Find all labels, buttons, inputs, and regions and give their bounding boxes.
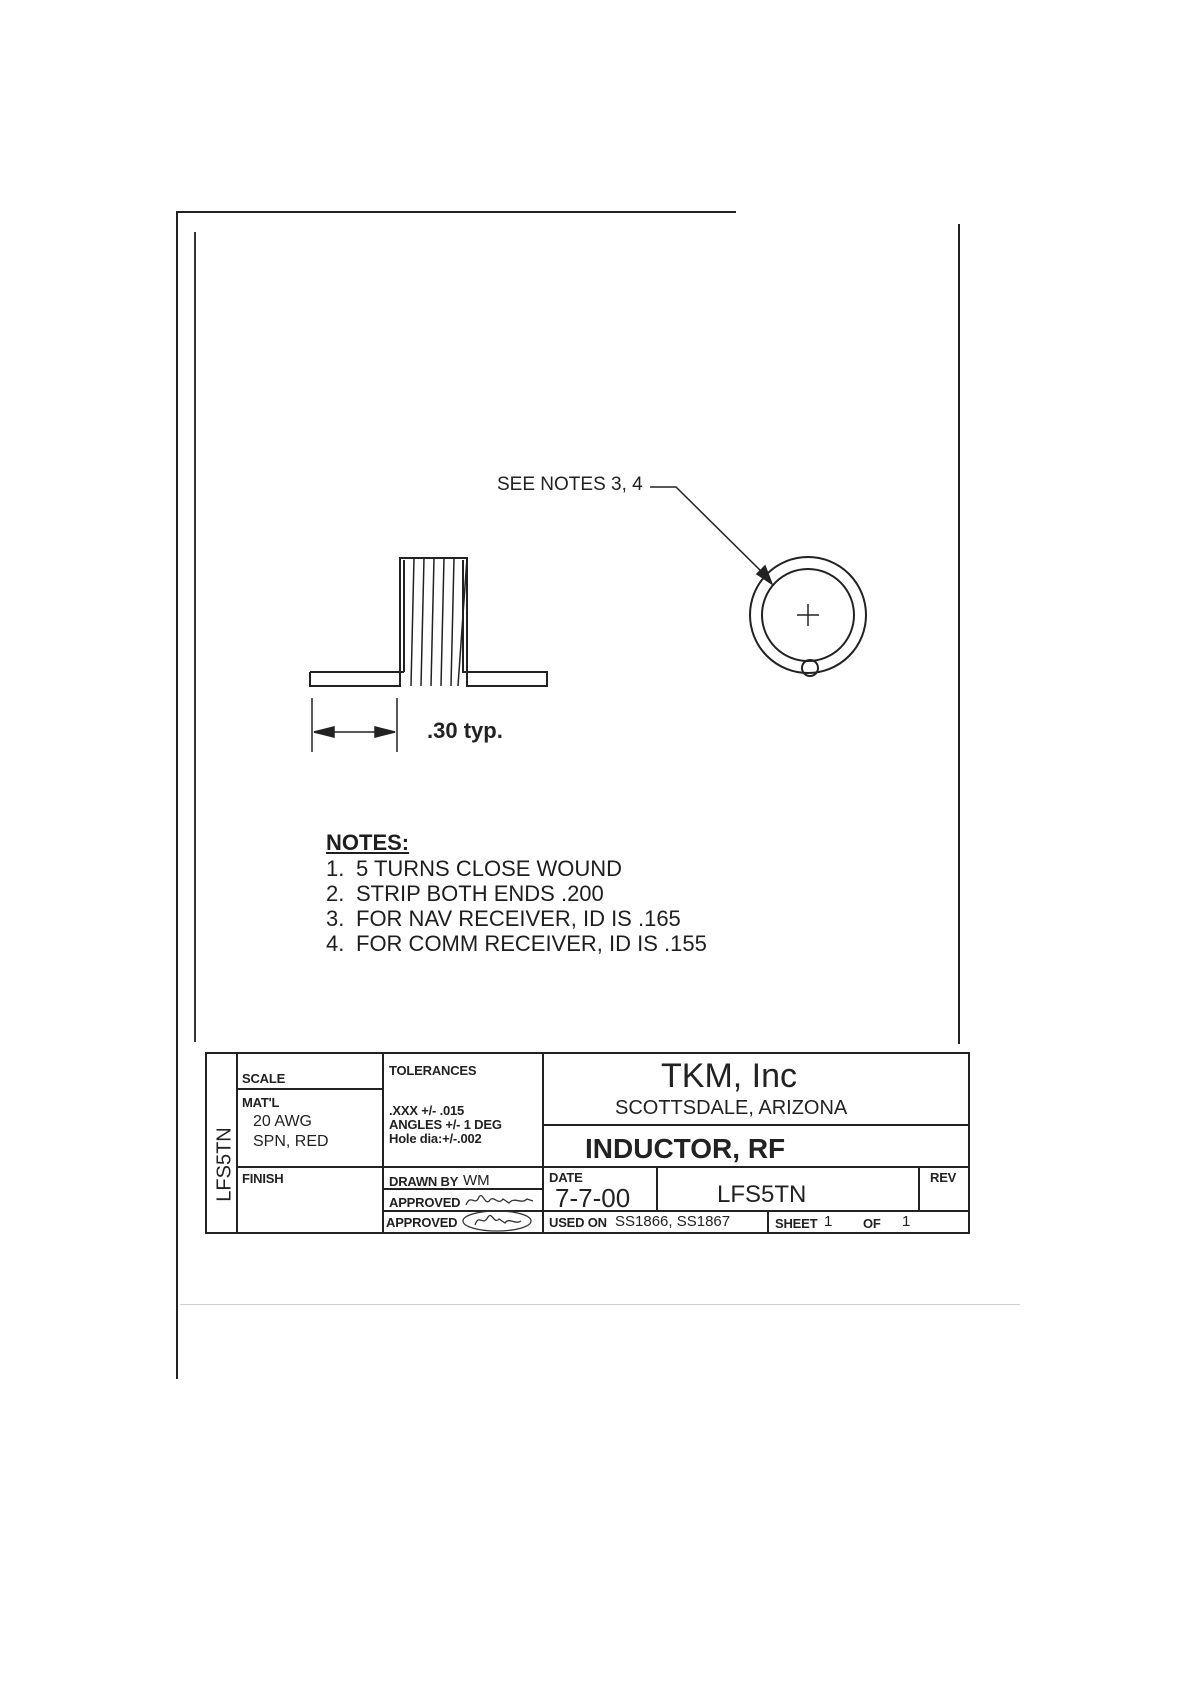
approved-label-1: APPROVED (389, 1195, 461, 1210)
drawn-by-value: WM (463, 1172, 490, 1189)
tolerances-label: TOLERANCES (389, 1063, 477, 1078)
sheet-total: 1 (902, 1213, 911, 1230)
callout-leader (650, 487, 772, 584)
note-2-text: STRIP BOTH ENDS .200 (356, 881, 604, 906)
approved-label-2: APPROVED (386, 1215, 458, 1230)
sheet-number: 1 (824, 1213, 833, 1230)
tolerance-angles: ANGLES +/- 1 DEG (389, 1117, 502, 1132)
rev-label: REV (930, 1170, 957, 1185)
date-value: 7-7-00 (555, 1183, 631, 1213)
used-on-value: SS1866, SS1867 (615, 1213, 731, 1230)
finish-label: FINISH (242, 1171, 284, 1186)
side-part-number: LFS5TN (213, 1127, 236, 1202)
note-4-number: 4. (326, 931, 345, 956)
company-location: SCOTTSDALE, ARIZONA (615, 1097, 848, 1119)
dimension-arrow (312, 698, 397, 752)
notes-heading: NOTES: (326, 830, 410, 855)
material-value-1: 20 AWG (253, 1113, 312, 1130)
company-name: TKM, Inc (661, 1057, 798, 1095)
approval-signature-2 (461, 1209, 539, 1235)
frame-bottom-line (180, 1304, 1020, 1305)
coil-side-view (310, 558, 547, 686)
dimension-label: .30 typ. (427, 718, 503, 743)
tolerance-xxx: .XXX +/- .015 (389, 1103, 465, 1118)
used-on-label: USED ON (549, 1215, 607, 1230)
part-title: INDUCTOR, RF (585, 1133, 786, 1164)
approval-signature-1 (463, 1191, 537, 1211)
sheet-label: SHEET (775, 1216, 818, 1231)
part-number: LFS5TN (717, 1181, 807, 1208)
title-block (205, 1043, 971, 1235)
note-3-number: 3. (326, 906, 345, 931)
material-label: MAT'L (242, 1095, 280, 1110)
note-3-text: FOR NAV RECEIVER, ID IS .165 (356, 906, 681, 931)
date-label: DATE (549, 1170, 583, 1185)
drawn-by-label: DRAWN BY (389, 1174, 459, 1189)
scale-label: SCALE (242, 1071, 286, 1086)
of-label: OF (863, 1216, 881, 1231)
tolerance-hole: Hole dia:+/-.002 (389, 1131, 482, 1146)
note-1-text: 5 TURNS CLOSE WOUND (356, 856, 623, 881)
note-4-text: FOR COMM RECEIVER, ID IS .155 (356, 931, 707, 956)
callout-label: SEE NOTES 3, 4 (497, 474, 643, 495)
note-2-number: 2. (326, 881, 345, 906)
note-1-number: 1. (326, 856, 345, 881)
material-value-2: SPN, RED (253, 1133, 329, 1150)
